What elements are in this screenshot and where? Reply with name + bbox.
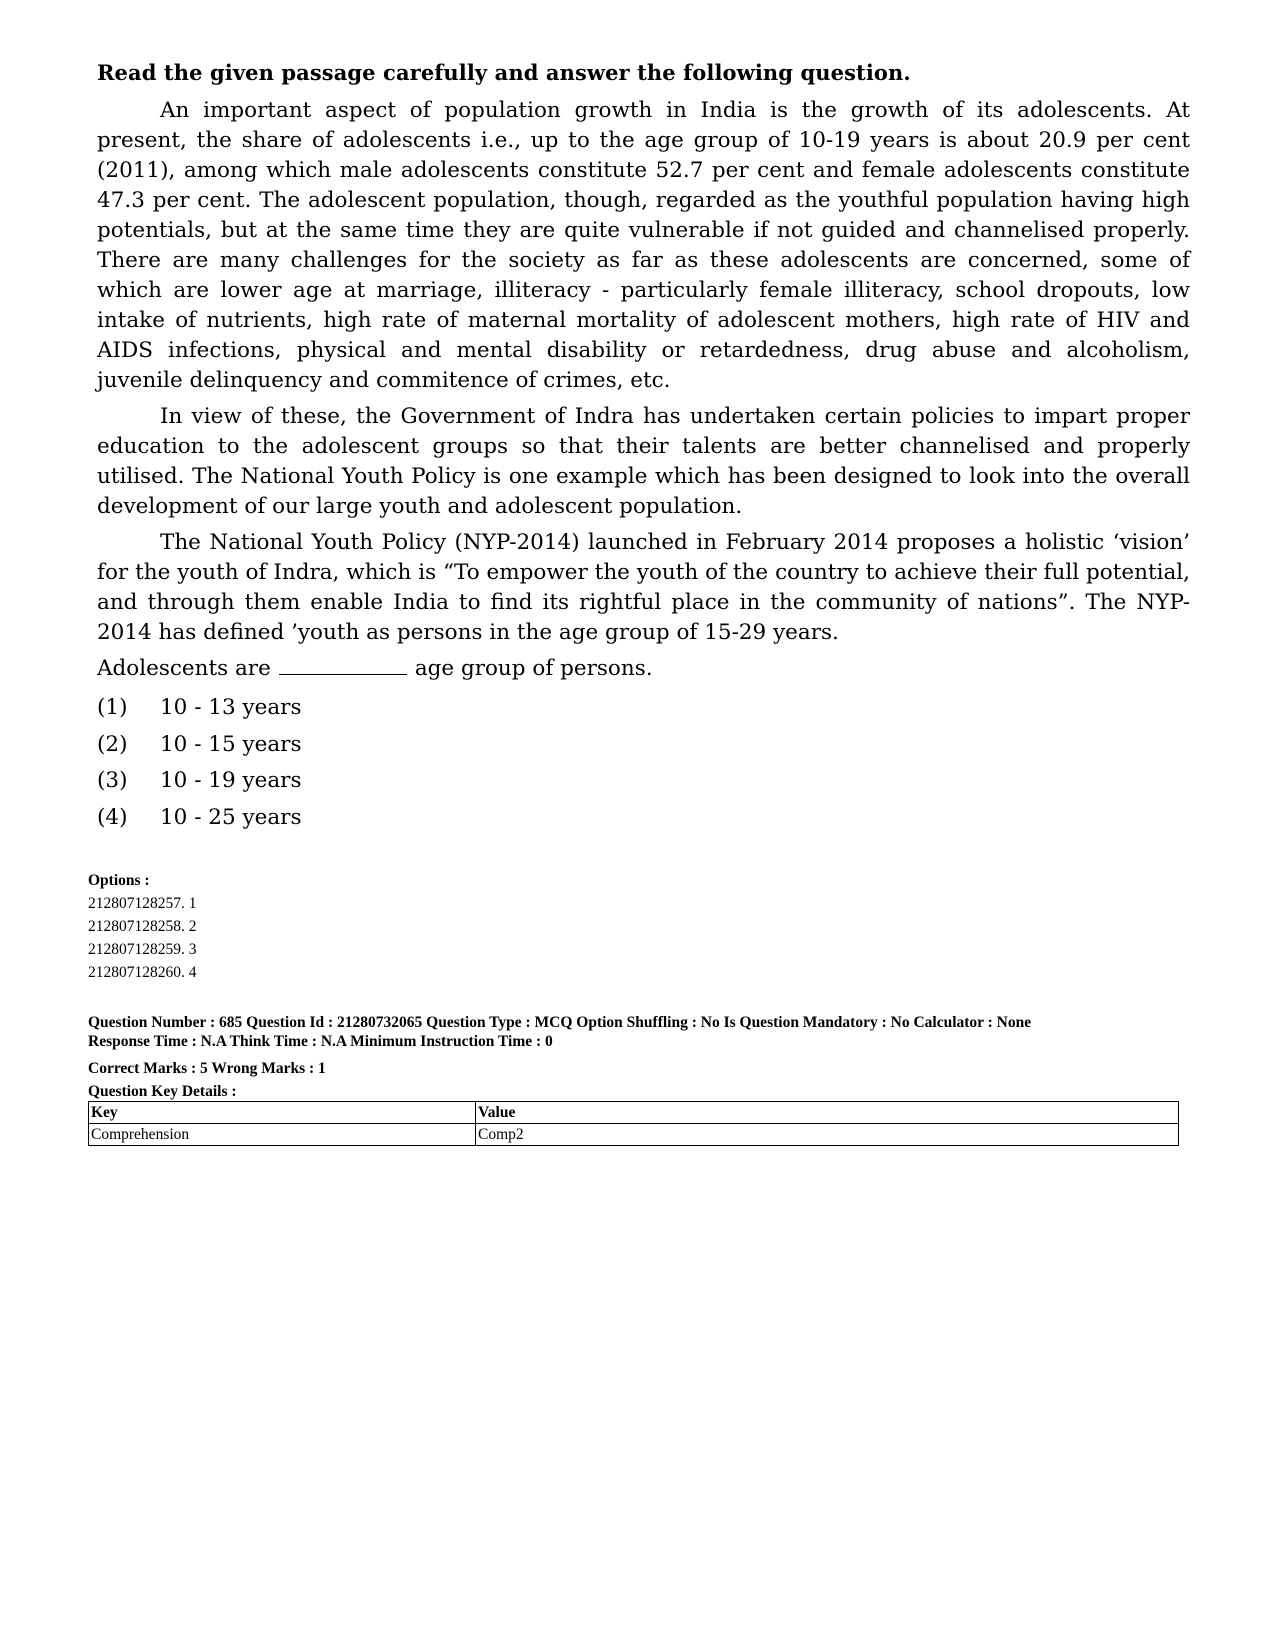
key-details-label: Question Key Details : [88, 1083, 237, 1100]
option-item-1: 212807128257. 1 [88, 895, 197, 912]
choice-number: (4) [97, 804, 128, 830]
choice-1[interactable] [97, 690, 1190, 727]
choice-text: 10 - 13 years [160, 695, 302, 720]
table-cell-value: Comp2 [476, 1124, 1179, 1146]
key-details-table [88, 1101, 1179, 1146]
choice-text: 10 - 19 years [160, 768, 302, 793]
answer-blank [279, 656, 407, 675]
passage-section [97, 58, 1190, 836]
choice-number: (1) [97, 695, 128, 720]
choice-number: (3) [97, 768, 128, 793]
table-header-row [89, 1102, 1179, 1124]
option-item-4: 212807128260. 4 [88, 964, 197, 981]
passage-paragraph-3: The National Youth Policy (NYP-2014) launched in February 2014 proposes a holistic ‘vision’ for the youth of Indra, which is “To empower the youth of the country to achieve their full potential, and through them enable India to find its rightful place in the community of nations”. The NYP-2014 has defined ’youth as persons in the age group of 15-29 years. [97, 530, 1190, 645]
option-item-3: 212807128259. 3 [88, 941, 197, 958]
option-item-2: 212807128258. 2 [88, 918, 197, 935]
question-stem-after: age group of persons. [414, 656, 653, 681]
question-stem-before: Adolescents are [97, 656, 271, 681]
choice-2[interactable] [97, 727, 1190, 764]
passage-paragraph-1: An important aspect of population growth in India is the growth of its adolescents. At present, the share of adolescents i.e., up to the age group of 10-19 years is about 20.9 per cent (2011), among which male adolescents constitute 52.7 per cent and female adolescents constitute 47.3 per cent. The adolescent population, though, regarded as the youthful population having high potentials, but at the same time they are quite vulnerable if not guided and channelised properly. There are many challenges for the society as far as these adolescents are concerned, some of which are lower age at marriage, illiteracy - particularly female illiteracy, school dropouts, low intake of nutrients, high rate of maternal mortality of adolescent mothers, high rate of HIV and AIDS infections, physical and mental disability or retardedness, drug abuse and alcoholism, juvenile delinquency and commitence of crimes, etc. [97, 98, 1190, 393]
table-row [89, 1124, 1179, 1146]
table-header-key: Key [89, 1102, 476, 1124]
question-meta-line-1: Question Number : 685 Question Id : 21280732065 Question Type : MCQ Option Shuffling : No Is Question Mandatory : No Calculator : None [88, 1014, 1032, 1031]
passage-paragraph-2: In view of these, the Government of Indra has undertaken certain policies to impart proper education to the adolescent groups so that their talents are better channelised and properly utilised. The National Youth Policy is one example which has been designed to look into the overall development of our large youth and adolescent population. [97, 404, 1190, 519]
choice-3[interactable] [97, 763, 1190, 800]
question-metadata [88, 1013, 1188, 1103]
question-meta-line-2: Response Time : N.A Think Time : N.A Minimum Instruction Time : 0 [88, 1033, 553, 1050]
question-stem [97, 654, 1190, 684]
table-cell-key: Comprehension [89, 1124, 476, 1146]
options-list [88, 870, 1188, 984]
options-label: Options : [88, 872, 150, 889]
choice-number: (2) [97, 731, 128, 757]
choice-text: 10 - 25 years [160, 804, 302, 830]
table-header-value: Value [476, 1102, 1179, 1124]
marks-line: Correct Marks : 5 Wrong Marks : 1 [88, 1060, 326, 1077]
choice-text: 10 - 15 years [160, 731, 302, 757]
choice-4[interactable] [97, 800, 1190, 837]
passage-instruction: Read the given passage carefully and answer the following question. [97, 60, 911, 85]
